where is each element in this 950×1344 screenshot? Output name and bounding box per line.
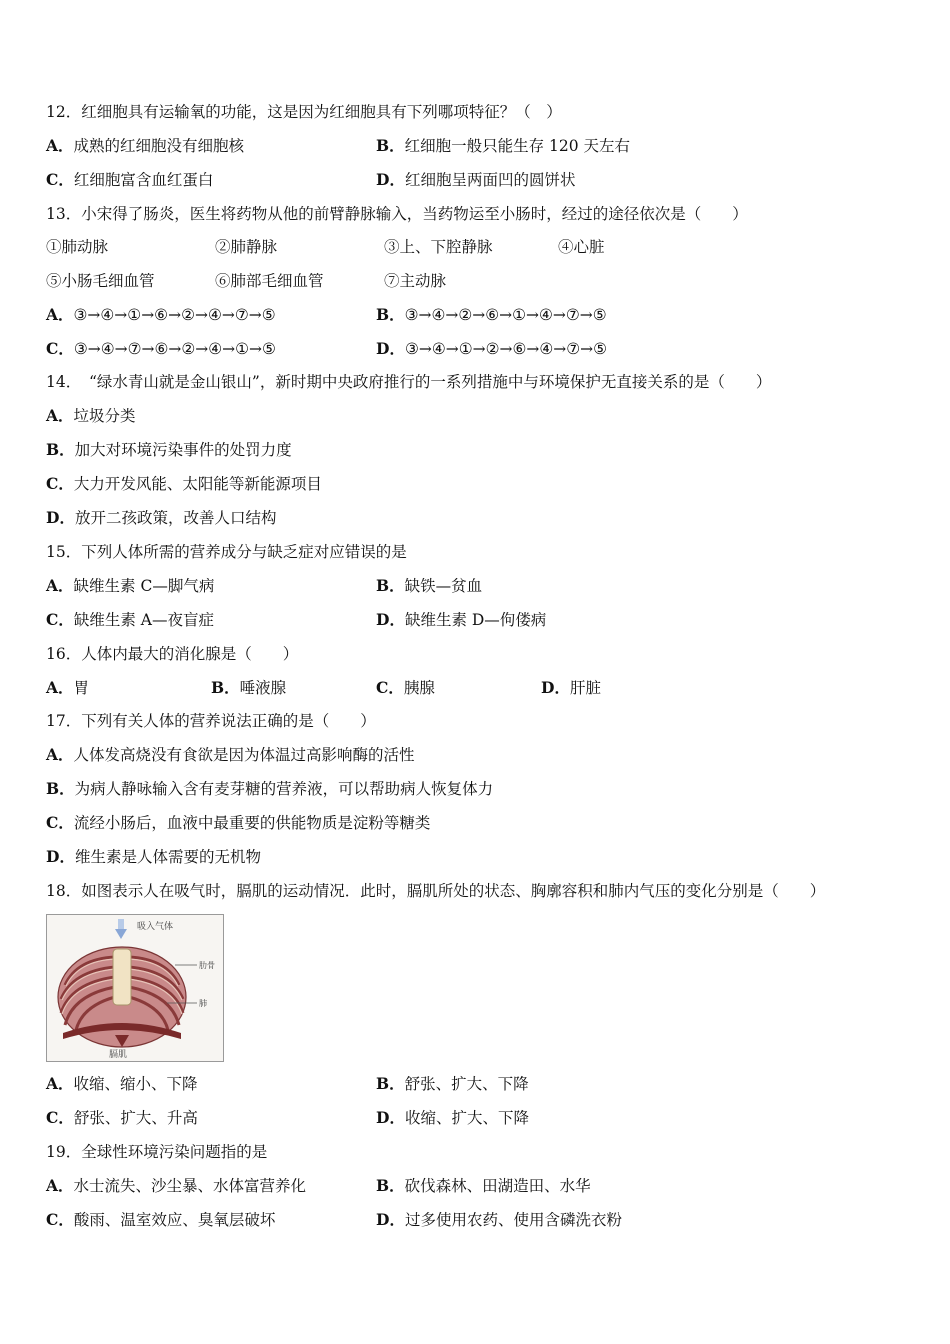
sternum	[113, 949, 131, 1005]
q16-option-d: D．肝脏	[541, 678, 601, 697]
q14-option-a: A．垃圾分类	[46, 406, 136, 425]
q18-option-b: B．舒张、扩大、下降	[376, 1074, 529, 1093]
q13-item-1: ①肺动脉	[46, 238, 109, 256]
q17-stem: 17．下列有关人体的营养说法正确的是（ ）	[46, 712, 376, 730]
q14-stem: 14． “绿水青山就是金山银山”，新时期中央政府推行的一系列措施中与环境保护无直接关系的是（ ）	[46, 373, 772, 391]
q13-stem: 13．小宋得了肠炎，医生将药物从他的前臂静脉输入，当药物运至小肠时，经过的途径依次是（ ）	[46, 205, 748, 223]
q12-option-b: B．红细胞一般只能生存 120 天左右	[376, 136, 631, 155]
thorax-diagram	[46, 914, 224, 1062]
q17-option-a: A．人体发高烧没有食欲是因为体温过高影响酶的活性	[46, 745, 415, 764]
q13-option-a: A．③→④→①→⑥→②→④→⑦→⑤	[46, 305, 276, 324]
q14-option-d: D．放开二孩政策，改善人口结构	[46, 508, 277, 527]
q18-stem: 18．如图表示人在吸气时，膈肌的运动情况．此时，膈肌所处的状态、胸廓容积和肺内气压的变化分别是（ ）	[46, 882, 826, 900]
q12-stem: 12．红细胞具有运输氧的功能，这是因为红细胞具有下列哪项特征？（ ）	[46, 103, 562, 121]
air-arrow-icon	[115, 929, 127, 939]
q18-option-c: C．舒张、扩大、升高	[46, 1108, 198, 1127]
q19-option-b: B．砍伐森林、田湖造田、水华	[376, 1176, 591, 1195]
q17-option-c: C．流经小肠后，血液中最重要的供能物质是淀粉等糖类	[46, 813, 431, 832]
q12-option-c: C．红细胞富含血红蛋白	[46, 170, 214, 189]
q16-option-b: B．唾液腺	[211, 678, 287, 697]
q12-option-a: A．成熟的红细胞没有细胞核	[46, 136, 245, 155]
q15-stem: 15．下列人体所需的营养成分与缺乏症对应错误的是	[46, 543, 407, 561]
q13-item-6: ⑥肺部毛细血管	[215, 272, 324, 290]
label-diaphragm: 膈肌	[109, 1050, 128, 1060]
q19-option-d: D．过多使用农药、使用含磷洗衣粉	[376, 1210, 622, 1229]
q13-item-2: ②肺静脉	[215, 238, 278, 256]
q19-option-a: A．水士流失、沙尘暴、水体富营养化	[46, 1176, 307, 1195]
label-inhaled-air: 吸入气体	[137, 922, 174, 932]
label-rib: 肋骨	[199, 961, 215, 970]
q15-option-d: D．缺维生素 D—佝偻病	[376, 610, 547, 629]
q13-item-5: ⑤小肠毛细血管	[46, 272, 155, 290]
q14-option-b: B．加大对环境污染事件的处罚力度	[46, 440, 292, 459]
q15-option-c: C．缺维生素 A—夜盲症	[46, 610, 214, 629]
q13-item-7: ⑦主动脉	[384, 272, 447, 290]
q13-item-3: ③上、下腔静脉	[384, 238, 493, 256]
q18-option-d: D．收缩、扩大、下降	[376, 1108, 529, 1127]
q12-option-d: D．红细胞呈两面凹的圆饼状	[376, 170, 576, 189]
label-lung: 肺	[199, 999, 207, 1008]
ribcage-illustration	[47, 915, 223, 1061]
q14-option-c: C．大力开发风能、太阳能等新能源项目	[46, 474, 322, 493]
q17-option-d: D．维生素是人体需要的无机物	[46, 847, 261, 866]
q13-item-4: ④心脏	[558, 238, 605, 256]
q15-option-a: A．缺维生素 C—脚气病	[46, 576, 215, 595]
q19-option-c: C．酸雨、温室效应、臭氧层破坏	[46, 1210, 276, 1229]
q16-stem: 16．人体内最大的消化腺是（ ）	[46, 645, 299, 663]
q18-option-a: A．收缩、缩小、下降	[46, 1074, 198, 1093]
q17-option-b: B．为病人静咏输入含有麦芽糖的营养液，可以帮助病人恢复体力	[46, 779, 494, 798]
q19-stem: 19．全球性环境污染问题指的是	[46, 1143, 268, 1161]
q13-option-d: D．③→④→①→②→⑥→④→⑦→⑤	[376, 339, 608, 358]
q16-option-c: C．胰腺	[376, 678, 435, 697]
q13-option-c: C．③→④→⑦→⑥→②→④→①→⑤	[46, 339, 276, 358]
q13-option-b: B．③→④→②→⑥→①→④→⑦→⑤	[376, 305, 607, 324]
q16-option-a: A．胃	[46, 678, 90, 697]
q15-option-b: B．缺铁—贫血	[376, 576, 483, 595]
